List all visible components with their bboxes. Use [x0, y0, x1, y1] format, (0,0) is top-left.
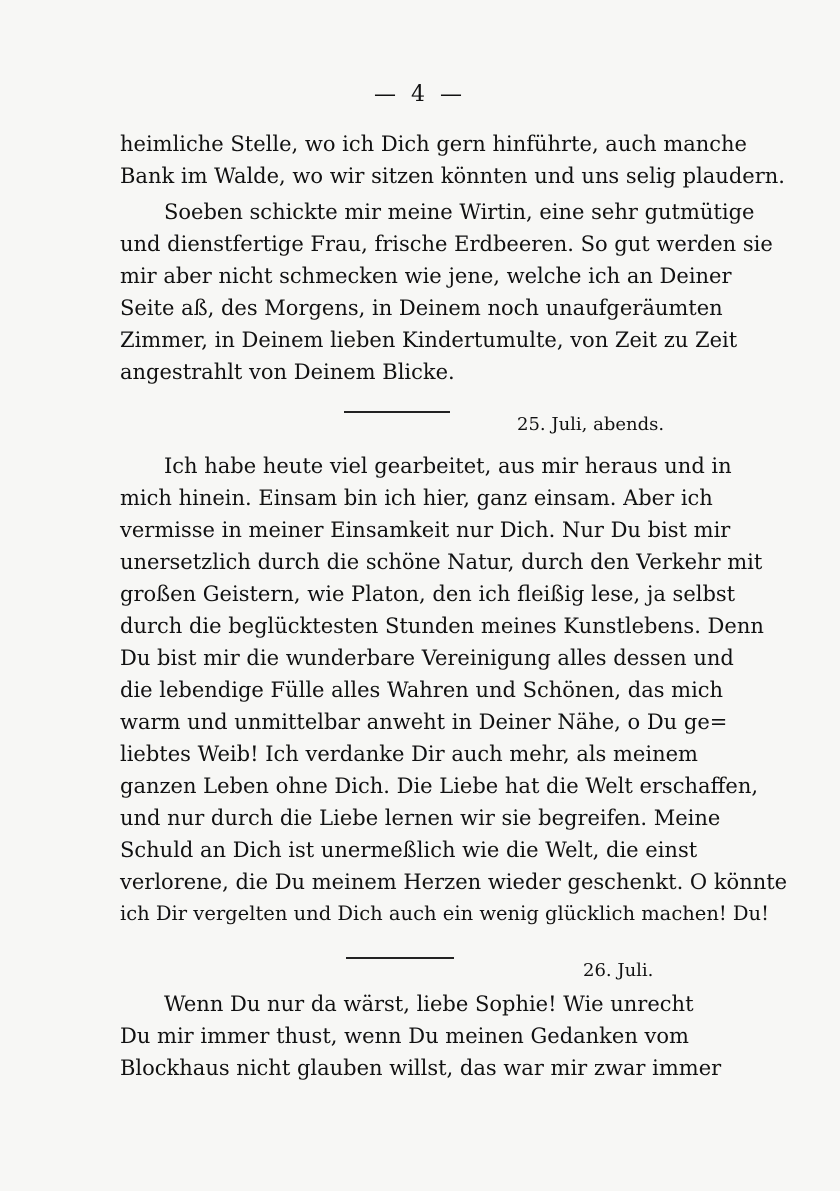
text-line: mir aber nicht schmecken wie jene, welche ich an Deiner — [120, 264, 732, 288]
text-line: großen Geistern, wie Platon, den ich fleißig lese, ja selbst — [120, 582, 736, 606]
text-line: unersetzlich durch die schöne Natur, durch den Verkehr mit — [120, 550, 763, 574]
text-line: mich hinein. Einsam bin ich hier, ganz einsam. Aber ich — [120, 486, 713, 510]
text-line: verlorene, die Du meinem Herzen wieder geschenkt. O könnte — [120, 870, 788, 894]
text-line: ganzen Leben ohne Dich. Die Liebe hat die Welt erschaffen, — [120, 774, 759, 798]
text-line: Schuld an Dich ist unermeßlich wie die Welt, die einst — [120, 838, 698, 862]
text-line: heimliche Stelle, wo ich Dich gern hinführte, auch manche — [120, 132, 747, 156]
text-line: ich Dir vergelten und Dich auch ein wenig glücklich machen! Du! — [120, 902, 769, 925]
section-divider — [344, 411, 450, 413]
text-line: warm und unmittelbar anweht in Deiner Nähe, o Du ge= — [120, 710, 728, 734]
text-line: liebtes Weib! Ich verdanke Dir auch mehr, als meinem — [120, 742, 698, 766]
text-line: Soeben schickte mir meine Wirtin, eine sehr gutmütige — [164, 200, 755, 224]
section-divider — [346, 957, 454, 959]
entry-date: 26. Juli. — [583, 960, 654, 981]
text-line: die lebendige Fülle alles Wahren und Schönen, das mich — [120, 678, 724, 702]
text-line: Ich habe heute viel gearbeitet, aus mir heraus und in — [164, 454, 732, 478]
text-line: Bank im Walde, wo wir sitzen könnten und uns selig plaudern. — [120, 164, 785, 188]
text-line: und dienstfertige Frau, frische Erdbeeren. So gut werden sie — [120, 232, 773, 256]
text-line: Wenn Du nur da wärst, liebe Sophie! Wie unrecht — [164, 992, 694, 1016]
entry-date: 25. Juli, abends. — [517, 414, 665, 435]
page-number: — 4 — — [374, 82, 466, 107]
text-line: Seite aß, des Morgens, in Deinem noch unaufgeräumten — [120, 296, 723, 320]
text-line: angestrahlt von Deinem Blicke. — [120, 360, 455, 384]
text-line: durch die beglücktesten Stunden meines Kunstlebens. Denn — [120, 614, 764, 638]
text-line: Du bist mir die wunderbare Vereinigung alles dessen und — [120, 646, 734, 670]
text-line: Blockhaus nicht glauben willst, das war mir zwar immer — [120, 1056, 722, 1080]
text-line: vermisse in meiner Einsamkeit nur Dich. Nur Du bist mir — [120, 518, 731, 542]
text-line: Zimmer, in Deinem lieben Kindertumulte, von Zeit zu Zeit — [120, 328, 738, 352]
text-line: und nur durch die Liebe lernen wir sie begreifen. Meine — [120, 806, 721, 830]
text-line: Du mir immer thust, wenn Du meinen Gedanken vom — [120, 1024, 689, 1048]
